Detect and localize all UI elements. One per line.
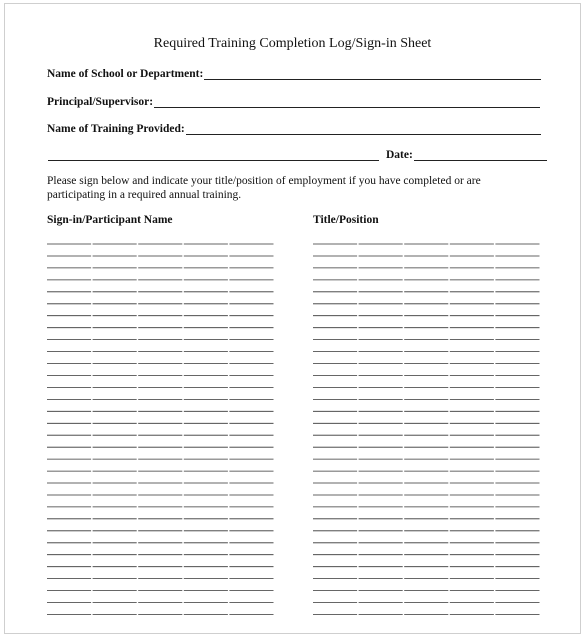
title-position-header: Title/Position xyxy=(313,214,379,226)
sign-in-lines[interactable] xyxy=(5,4,582,635)
date-label: Date: xyxy=(386,149,413,161)
school-label: Name of School or Department: xyxy=(47,68,204,80)
instructions-text: Please sign below and indicate your title/position of employment if you have completed or are participating in a required annual training. xyxy=(47,175,481,201)
participant-name-header: Sign-in/Participant Name xyxy=(47,214,173,226)
principal-label: Principal/Supervisor: xyxy=(47,96,154,108)
page-title: Required Training Completion Log/Sign-in Sheet xyxy=(153,36,432,51)
sign-in-sheet xyxy=(4,3,581,634)
training-label: Name of Training Provided: xyxy=(47,123,185,135)
